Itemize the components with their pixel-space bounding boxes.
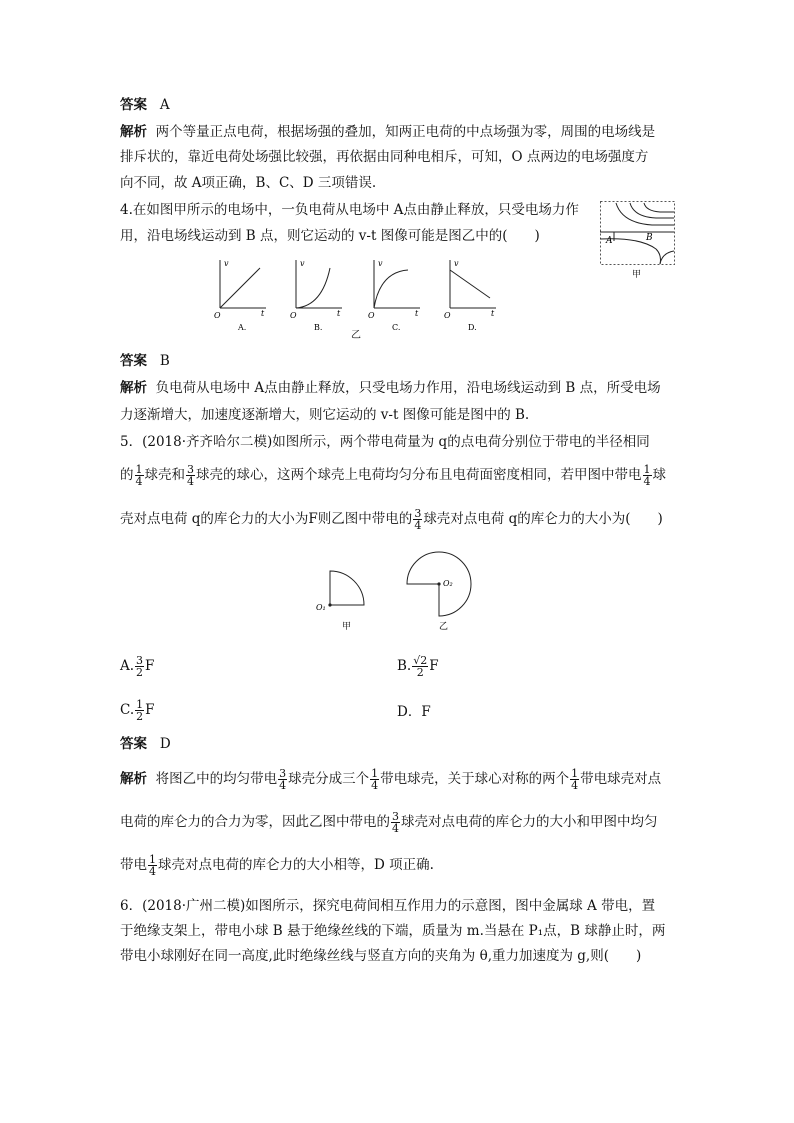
q3-analysis-line-1 xyxy=(120,121,655,143)
denominator: 4 xyxy=(392,822,399,835)
axis-t: t xyxy=(261,309,265,318)
q3-analysis-line-3: 向不同，故 A项正确，B、C、D 三项错误. xyxy=(120,175,377,191)
text: 球 xyxy=(652,467,666,483)
q4-analysis-line-2: 力逐渐增大，加速度逐渐增大，则它运动的 v-t 图像可能是图中的 B. xyxy=(120,407,530,423)
option-unit: F xyxy=(145,658,155,674)
denominator: 4 xyxy=(187,475,194,488)
denominator: 2 xyxy=(416,666,424,679)
analysis-label: 解析 xyxy=(120,380,147,396)
axis-t: t xyxy=(491,309,495,318)
q4-fig-yi-label: 乙 xyxy=(351,330,361,341)
denominator: 4 xyxy=(135,475,143,488)
numerator: 1 xyxy=(371,767,379,780)
q5-answer-line xyxy=(120,733,171,755)
q4-graph-D xyxy=(442,258,498,334)
q5-analysis-line-3 xyxy=(120,854,434,877)
text: 球壳分成三个 xyxy=(288,771,370,787)
answer-value: D xyxy=(159,736,171,752)
q4-figure-jia xyxy=(600,201,675,281)
text: 球壳对点电荷的库仑力的大小相等，D 项正确. xyxy=(158,857,434,873)
axis-origin: O xyxy=(214,311,221,320)
q5-option-B[interactable] xyxy=(397,655,439,678)
text: 将图乙中的均匀带电 xyxy=(155,771,278,787)
numerator: 1 xyxy=(149,853,156,866)
analysis-text: 两个等量正点电荷，根据场强的叠加，知两正电荷的中点场强为零，周围的电场线是 xyxy=(155,124,656,140)
text: 球壳和 xyxy=(144,467,185,483)
fraction xyxy=(135,699,144,722)
q5-fig-yi-label: 乙 xyxy=(439,622,449,632)
axis-t: t xyxy=(337,309,341,318)
analysis-label: 解析 xyxy=(120,771,147,787)
q5-fig-jia-label: 甲 xyxy=(342,622,352,632)
text: 带电 xyxy=(120,857,147,873)
q4-analysis-line-1 xyxy=(120,377,661,399)
q5-stem-line-1: 5．(2018·齐齐哈尔二模)如图所示，两个带电荷量为 q的点电荷分别位于带电的半径相同 xyxy=(120,434,650,450)
axis-v: v xyxy=(378,259,383,268)
text: 的 xyxy=(120,467,134,483)
numerator: 3 xyxy=(279,767,287,780)
denominator: 4 xyxy=(643,475,651,488)
numerator: 1 xyxy=(571,767,579,780)
numerator: 1 xyxy=(643,463,651,476)
numerator: 1 xyxy=(136,698,144,711)
q4-fig-point-A: A xyxy=(606,236,613,246)
q5-option-D[interactable]: D．F xyxy=(397,704,431,720)
q6-stem-line-2: 于绝缘支架上，带电小球 B 悬于绝缘丝线的下端，质量为 m.当悬在 P₁点，B 球静止时，两 xyxy=(120,923,666,939)
fraction-1-4 xyxy=(135,464,144,487)
q6-stem-line-3: 带电小球刚好在同一高度,此时绝缘丝线与竖直方向的夹角为 θ,重力加速度为 g,则( ) xyxy=(120,948,642,964)
answer-value: A xyxy=(159,97,170,113)
q5-fig-O2: O₂ xyxy=(443,579,453,588)
denominator: 2 xyxy=(136,666,144,679)
denominator: 4 xyxy=(279,779,287,792)
q4-stem-line-2: 用，沿电场线运动到 B 点，则它运动的 v-t 图像可能是图乙中的( ) xyxy=(120,228,540,244)
fraction-3-4 xyxy=(278,768,287,791)
text: 带电球壳对点 xyxy=(580,771,662,787)
q5-stem-line-3 xyxy=(120,508,663,531)
fraction-1-4 xyxy=(570,768,579,791)
option-unit: F xyxy=(145,702,155,718)
q4-fig-point-B: B xyxy=(646,233,653,243)
q6-stem-line-1: 6．(2018·广州二模)如图所示，探究电荷间相互作用力的示意图，图中金属球 A 带电，置 xyxy=(120,898,656,914)
fraction-1-4 xyxy=(370,768,379,791)
numerator: √2 xyxy=(413,654,428,667)
option-unit: F xyxy=(429,658,439,674)
graph-label: B. xyxy=(314,323,323,332)
axis-origin: O xyxy=(290,311,297,320)
q5-stem-line-2 xyxy=(120,464,666,487)
graph-label: A. xyxy=(238,323,247,332)
analysis-text: 负电荷从电场中 A点由静止释放，只受电场力作用，沿电场线运动到 B 点，所受电场 xyxy=(155,380,661,396)
answer-label: 答案 xyxy=(120,736,147,752)
text: 电荷的库仑力的合力为零，因此乙图中带电的 xyxy=(120,814,390,830)
axis-v: v xyxy=(454,259,459,268)
denominator: 2 xyxy=(136,710,144,723)
answer-value: B xyxy=(159,353,170,369)
answer-label: 答案 xyxy=(120,97,147,113)
q4-graph-A xyxy=(212,258,268,334)
text: 球壳的球心，这两个球壳上电荷均匀分布且电荷面密度相同，若甲图中带电 xyxy=(196,467,642,483)
text: 球壳对点电荷的库仑力的大小和甲图中均匀 xyxy=(401,814,658,830)
q5-figure-yi xyxy=(403,548,483,632)
axis-v: v xyxy=(224,259,229,268)
fraction xyxy=(412,655,428,678)
graph-label: C. xyxy=(392,323,401,332)
text: 带电球壳，关于球心对称的两个 xyxy=(380,771,570,787)
q5-option-C[interactable] xyxy=(120,699,155,722)
q5-analysis-line-1 xyxy=(120,768,661,791)
fraction-1-4 xyxy=(148,854,157,877)
option-letter: B. xyxy=(397,658,412,674)
axis-origin: O xyxy=(444,311,451,320)
denominator: 4 xyxy=(571,779,579,792)
fraction-3-4 xyxy=(413,508,422,531)
analysis-label: 解析 xyxy=(120,124,147,140)
denominator: 4 xyxy=(414,519,422,532)
q5-analysis-line-2 xyxy=(120,811,658,834)
q4-answer-line xyxy=(120,350,170,372)
axis-origin: O xyxy=(368,311,375,320)
option-letter: C. xyxy=(120,702,135,718)
q4-stem-line-1: 4.在如图甲所示的电场中，一负电荷从电场中 A点由静止释放，只受电场力作 xyxy=(120,202,579,218)
fraction-3-4 xyxy=(391,811,400,834)
axis-v: v xyxy=(300,259,305,268)
q3-answer-line xyxy=(120,94,170,116)
q4-graph-C xyxy=(366,258,422,334)
answer-label: 答案 xyxy=(120,353,147,369)
fraction xyxy=(135,655,144,678)
numerator: 3 xyxy=(136,654,144,667)
q4-fig-jia-label: 甲 xyxy=(632,270,642,280)
numerator: 3 xyxy=(392,810,399,823)
q5-figure-jia xyxy=(312,565,372,635)
graph-label: D. xyxy=(468,323,477,332)
q5-option-A[interactable] xyxy=(120,655,154,678)
numerator: 3 xyxy=(414,507,422,520)
denominator: 4 xyxy=(371,779,379,792)
fraction-1-4 xyxy=(643,464,652,487)
numerator: 1 xyxy=(135,463,143,476)
text: 壳对点电荷 q的库仑力的大小为F则乙图中带电的 xyxy=(120,511,413,527)
numerator: 3 xyxy=(187,463,194,476)
axis-t: t xyxy=(415,309,419,318)
denominator: 4 xyxy=(149,865,156,878)
option-letter: A. xyxy=(120,658,135,674)
fraction-3-4 xyxy=(186,464,195,487)
text: 球壳对点电荷 q的库仑力的大小为( ) xyxy=(423,511,663,527)
q4-graph-B xyxy=(288,258,344,334)
q5-fig-O1: O₁ xyxy=(316,603,326,612)
q3-analysis-line-2: 排斥状的，靠近电荷处场强比较强，再依据由同种电相斥，可知，O 点两边的电场强度方 xyxy=(120,149,649,165)
